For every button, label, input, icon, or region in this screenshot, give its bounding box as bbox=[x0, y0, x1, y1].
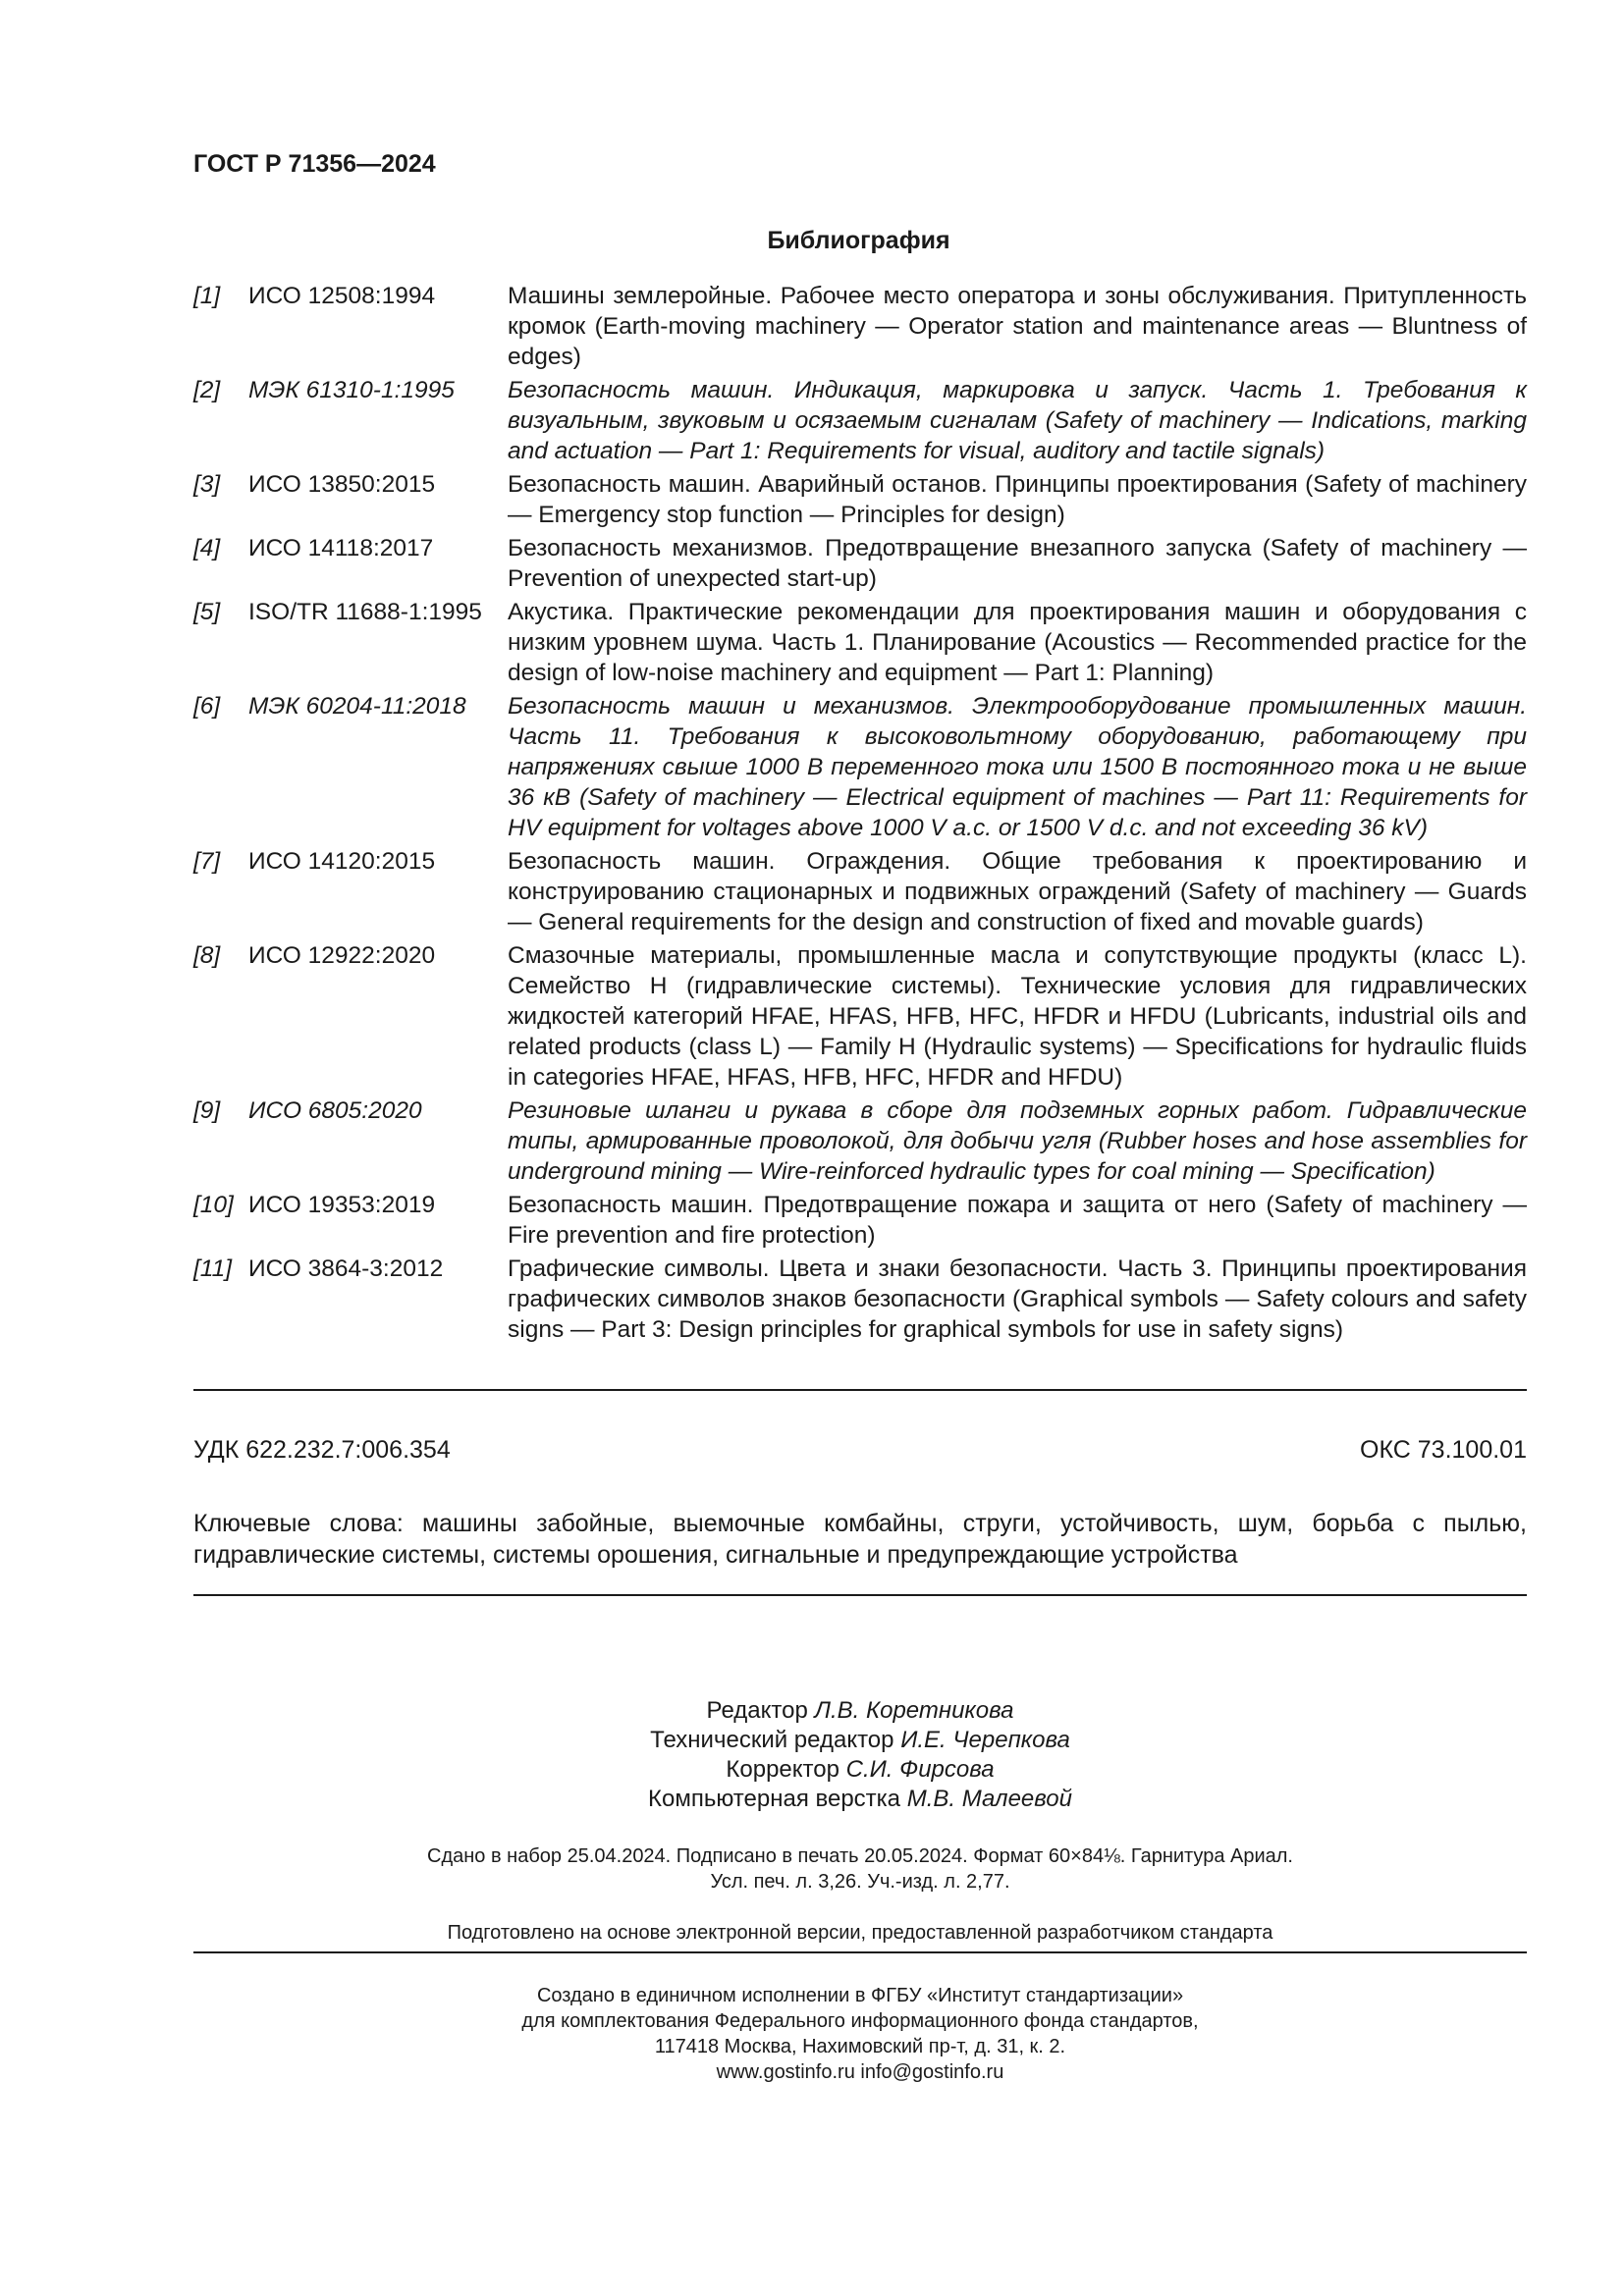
entry-standard-code: ИСО 6805:2020 bbox=[248, 1097, 422, 1124]
oks-code: ОКС 73.100.01 bbox=[1360, 1436, 1527, 1464]
udk-code: УДК 622.232.7:006.354 bbox=[193, 1436, 451, 1464]
entry-title: Безопасность механизмов. Предотвращение внезапного запуска (Safety of machinery — Prevention of unexpected start-up) bbox=[508, 535, 1527, 592]
entry-number: [3] bbox=[193, 471, 221, 498]
credit-name: М.В. Малеевой bbox=[906, 1786, 1072, 1812]
bibliography-entry bbox=[193, 281, 1527, 372]
keywords: Ключевые слова: машины забойные, выемочные комбайны, струги, устойчивость, шум, борьба с пылью, гидравлические системы, системы орошения, сигнальные и предупреждающие устройства bbox=[193, 1510, 1527, 1569]
entry-number: [11] bbox=[193, 1255, 233, 1282]
entry-title: Безопасность машин. Предотвращение пожара и защита от него (Safety of machinery — Fire prevention and fire protection) bbox=[508, 1192, 1527, 1249]
bibliography-entry bbox=[193, 846, 1527, 937]
entry-standard-code: ИСО 19353:2019 bbox=[248, 1192, 436, 1218]
publisher-contacts: www.gostinfo.ru info@gostinfo.ru bbox=[716, 2061, 1004, 2083]
entry-number: [6] bbox=[193, 693, 221, 720]
entry-title: Резиновые шланги и рукава в сборе для подземных горных работ. Гидравлические типы, армированные проволокой, для добычи угля (Rubber hoses and hose assemblies for underground mining — Wire-reinforced hydraulic types for coal mining — Specification) bbox=[508, 1097, 1527, 1185]
entry-standard-code: ИСО 12922:2020 bbox=[248, 942, 436, 969]
credit-role: Редактор bbox=[706, 1697, 808, 1724]
credit-line bbox=[193, 1785, 1527, 1814]
imprint-block bbox=[193, 1843, 1527, 1895]
entry-number: [2] bbox=[193, 377, 221, 403]
entry-number: [10] bbox=[193, 1192, 234, 1218]
entry-title: Безопасность машин. Аварийный останов. Принципы проектирования (Safety of machinery — Emergency stop function — Principles for design) bbox=[508, 471, 1527, 528]
entry-standard-code: ИСО 13850:2015 bbox=[248, 471, 436, 498]
entry-number: [7] bbox=[193, 848, 221, 875]
bibliography-entry bbox=[193, 533, 1527, 594]
credit-line bbox=[193, 1755, 1527, 1785]
credit-role: Корректор bbox=[726, 1756, 839, 1783]
publisher-line: для комплектования Федерального информационного фонда стандартов, bbox=[521, 2010, 1199, 2032]
credit-name: И.Е. Черепкова bbox=[900, 1727, 1070, 1753]
credit-role: Компьютерная верстка bbox=[648, 1786, 901, 1812]
entry-standard-code: ISO/TR 11688-1:1995 bbox=[248, 599, 482, 625]
entry-title: Акустика. Практические рекомендации для проектирования машин и оборудования с низким уровнем шума. Часть 1. Планирование (Acoustics — Recommended practice for the design of low-noise machinery and equipment — Part 1: Planning) bbox=[508, 599, 1527, 686]
bibliography-entry bbox=[193, 1095, 1527, 1187]
divider-keywords bbox=[193, 1594, 1527, 1596]
entry-standard-code: ИСО 3864-3:2012 bbox=[248, 1255, 444, 1282]
entry-standard-code: МЭК 60204-11:2018 bbox=[248, 693, 466, 720]
publisher-line: Создано в единичном исполнении в ФГБУ «Институт стандартизации» bbox=[536, 1985, 1184, 2006]
credit-line bbox=[193, 1726, 1527, 1755]
entry-standard-code: ИСО 14120:2015 bbox=[248, 848, 436, 875]
entry-title: Смазочные материалы, промышленные масла и сопутствующие продукты (класс L). Семейство H (гидравлические системы). Технические условия для гидравлических жидкостей категорий HFAE, HFAS, HFB, HFC, HFDR и HFDU (Lubricants, industrial oils and related products (class L) — Family H (Hydraulic systems) — Specifications for hydraulic fluids in categories HFAE, HFAS, HFB, HFC, HFDR and HFDU) bbox=[508, 942, 1527, 1091]
bibliography-title: Библиография bbox=[767, 227, 950, 254]
credits-block bbox=[193, 1696, 1527, 1814]
standard-id: ГОСТ Р 71356—2024 bbox=[193, 150, 436, 178]
bibliography-entry bbox=[193, 1254, 1527, 1345]
entry-title: Безопасность машин. Индикация, маркировка и запуск. Часть 1. Требования к визуальным, звуковым и осязаемым сигналам (Safety of machinery — Indications, marking and actuation — Part 1: Requirements for visual, auditory and tactile signals) bbox=[508, 377, 1527, 464]
entry-number: [8] bbox=[193, 942, 221, 969]
bibliography-entry bbox=[193, 1190, 1527, 1251]
divider-bottom bbox=[193, 1951, 1527, 1953]
entry-number: [9] bbox=[193, 1097, 221, 1124]
credit-name: Л.В. Коретникова bbox=[814, 1697, 1014, 1724]
entry-title: Безопасность машин и механизмов. Электрооборудование промышленных машин. Часть 11. Требования к высоковольтному оборудованию, работающему при напряжениях свыше 1000 В переменного тока или 1500 В постоянного тока и не выше 36 кВ (Safety of machinery — Electrical equipment of machines — Part 11: Requirements for HV equipment for voltages above 1000 V a.c. or 1500 V d.c. and not exceeding 36 kV) bbox=[508, 693, 1527, 841]
prepared-note: Подготовлено на основе электронной версии, предоставленной разработчиком стандарта bbox=[447, 1922, 1273, 1944]
credit-role: Технический редактор bbox=[650, 1727, 894, 1753]
imprint-line: Усл. печ. л. 3,26. Уч.-изд. л. 2,77. bbox=[710, 1871, 1010, 1893]
bibliography-entry bbox=[193, 940, 1527, 1093]
entry-number: [5] bbox=[193, 599, 221, 625]
entry-number: [4] bbox=[193, 535, 221, 561]
publisher-block bbox=[193, 1983, 1527, 2085]
bibliography-entry bbox=[193, 375, 1527, 466]
entry-title: Машины землеройные. Рабочее место оператора и зоны обслуживания. Притупленность кромок (Earth-moving machinery — Operator station and maintenance areas — Bluntness of edges) bbox=[508, 283, 1527, 370]
bibliography-entry bbox=[193, 597, 1527, 688]
entry-title: Безопасность машин. Ограждения. Общие требования к проектированию и конструированию стационарных и подвижных ограждений (Safety of machinery — Guards — General requirements for the design and construction of fixed and movable guards) bbox=[508, 848, 1527, 935]
publisher-line: 117418 Москва, Нахимовский пр-т, д. 31, к. 2. bbox=[654, 2036, 1066, 2057]
divider-top bbox=[193, 1389, 1527, 1391]
imprint-line: Сдано в набор 25.04.2024. Подписано в печать 20.05.2024. Формат 60×84⅛. Гарнитура Ариал. bbox=[427, 1845, 1293, 1867]
entry-standard-code: МЭК 61310-1:1995 bbox=[248, 377, 455, 403]
bibliography-list bbox=[193, 281, 1527, 1348]
bibliography-entry bbox=[193, 691, 1527, 843]
credit-line bbox=[193, 1696, 1527, 1726]
entry-standard-code: ИСО 12508:1994 bbox=[248, 283, 436, 309]
credit-name: С.И. Фирсова bbox=[845, 1756, 995, 1783]
entry-number: [1] bbox=[193, 283, 221, 309]
bibliography-entry bbox=[193, 469, 1527, 530]
entry-title: Графические символы. Цвета и знаки безопасности. Часть 3. Принципы проектирования графических символов знаков безопасности (Graphical symbols — Safety colours and safety signs — Part 3: Design principles for graphical symbols for use in safety signs) bbox=[508, 1255, 1527, 1343]
entry-standard-code: ИСО 14118:2017 bbox=[248, 535, 434, 561]
